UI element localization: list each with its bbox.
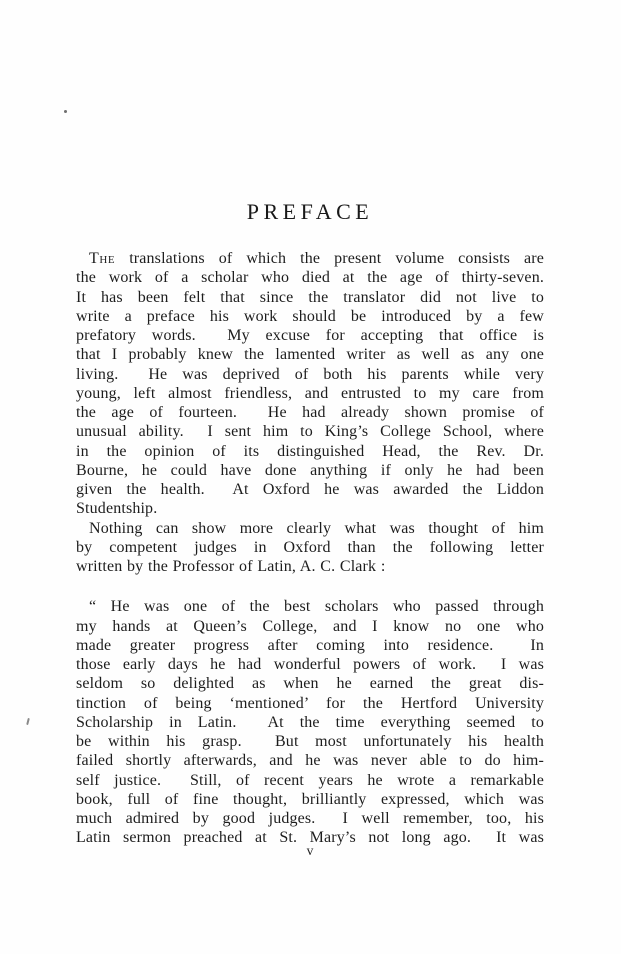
text-line: failed shortly afterwards, and he was never able to do him- <box>76 752 544 770</box>
text-line: seldom so delighted as when he earned the great dis- <box>76 675 544 693</box>
text-line: self justice. Still, of recent years he wrote a remarkable <box>76 771 544 789</box>
text-line: living. He was deprived of both his parents while very <box>76 365 544 383</box>
text-line: in the opinion of its distinguished Head, the Rev. Dr. <box>76 442 544 460</box>
paragraph-intro-letter <box>76 519 544 577</box>
text-line: Scholarship in Latin. At the time everything seemed to <box>76 713 544 731</box>
text-line: tinction of being ‘mentioned’ for the Hertford University <box>76 694 544 712</box>
text-line: book, full of fine thought, brilliantly expressed, which was <box>76 790 544 808</box>
text-line: that I probably knew the lamented writer as well as any one <box>76 346 544 364</box>
scan-artifact-dot <box>64 110 67 113</box>
text-line: write a preface his work should be introduced by a few <box>76 307 544 325</box>
text-line: Studentship. <box>76 500 158 518</box>
text-line: by competent judges in Oxford than the following letter <box>76 538 544 556</box>
text-line: Nothing can show more clearly what was thought of him <box>89 519 544 537</box>
paragraph-letter-quote <box>76 597 544 847</box>
text-line: The translations of which the present volume consists are <box>89 250 544 267</box>
text-line: be within his grasp. But most unfortunately his health <box>76 733 544 750</box>
text-line: “ He was one of the best scholars who passed through <box>89 598 544 616</box>
paragraph-opening <box>76 249 544 519</box>
text-line: Latin sermon preached at St. Mary’s not long ago. It was <box>76 829 544 847</box>
small-caps-word: The <box>89 250 116 267</box>
text-line: Bourne, he could have done anything if only he had been <box>76 461 544 479</box>
page-body <box>76 249 544 848</box>
page-number: v <box>306 843 314 858</box>
text-line: It has been felt that since the translator did not live to <box>76 288 544 306</box>
text-line: given the health. At Oxford he was awarded the Liddon <box>76 481 544 498</box>
text-line: the age of fourteen. He had already shown promise of <box>76 404 544 421</box>
text-line: prefatory words. My excuse for accepting that office is <box>76 327 544 344</box>
text-line: written by the Professor of Latin, A. C. Clark : <box>76 558 386 575</box>
text-line: the work of a scholar who died at the age of thirty-seven. <box>76 269 544 287</box>
text-line: made greater progress after coming into residence. In <box>76 636 544 654</box>
text-line: those early days he had wonderful powers of work. I was <box>76 656 544 673</box>
text-line: my hands at Queen’s College, and I know no one who <box>76 617 544 635</box>
scan-artifact-tick <box>26 718 30 725</box>
text-line: much admired by good judges. I well remember, too, his <box>76 810 544 827</box>
text-line: unusual ability. I sent him to King’s College School, where <box>76 423 544 441</box>
text-line: young, left almost friendless, and entrusted to my care from <box>76 384 544 402</box>
page-title: PREFACE <box>246 199 374 224</box>
